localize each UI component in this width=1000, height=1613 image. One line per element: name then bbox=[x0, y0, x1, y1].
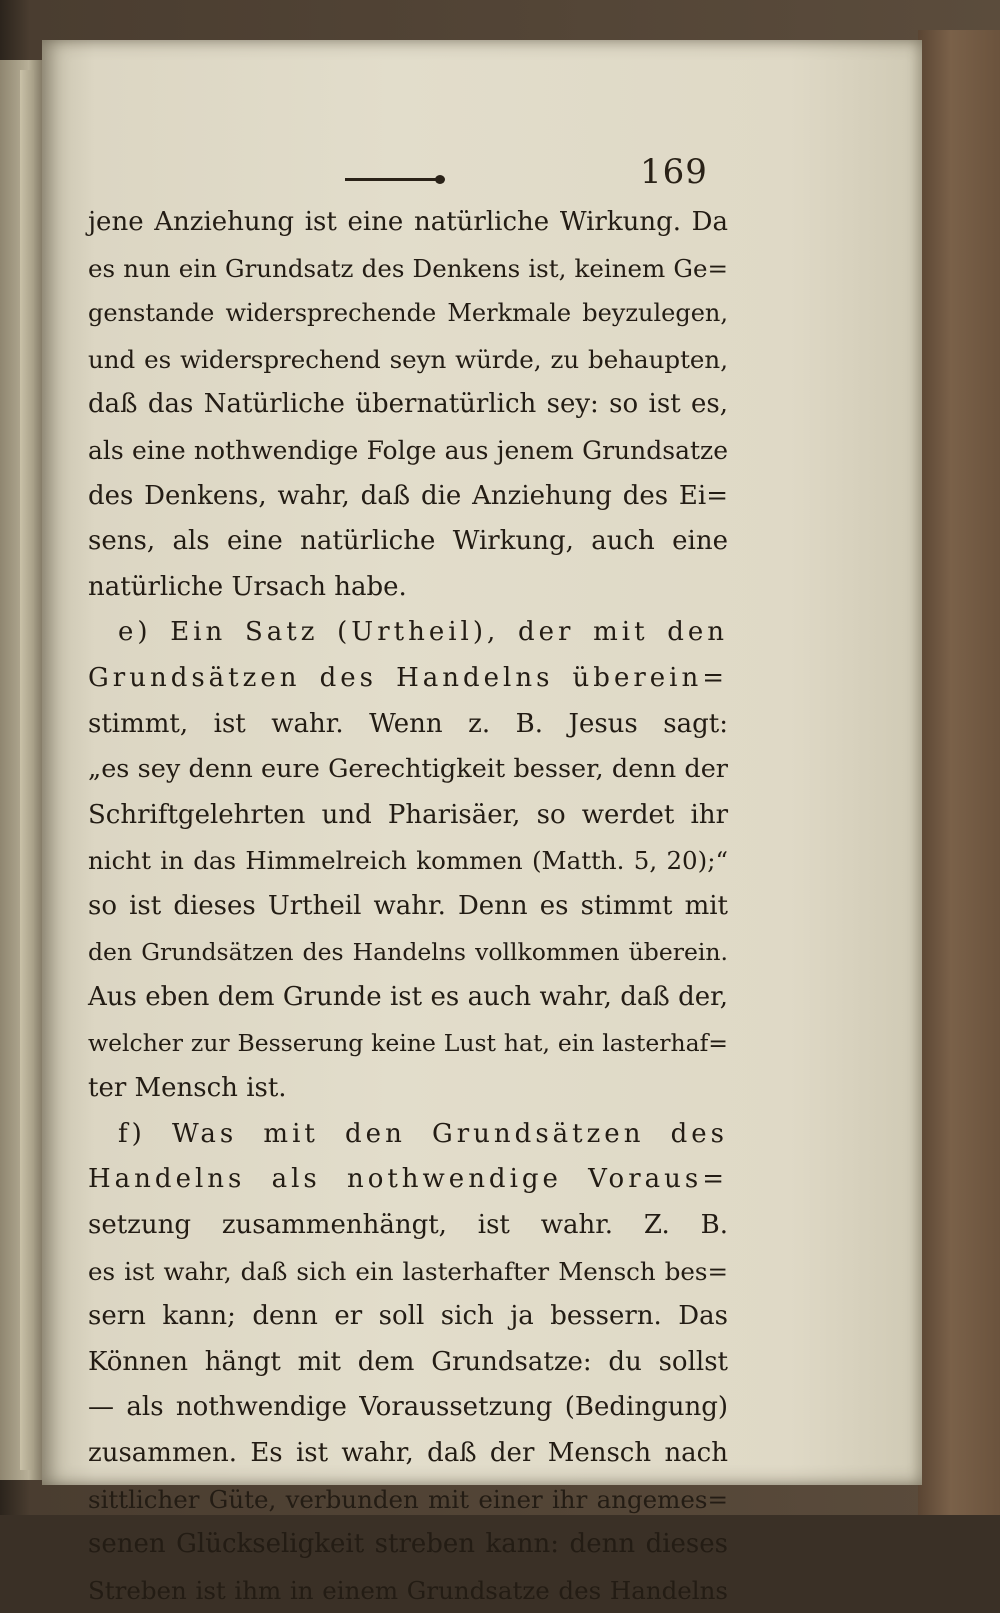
text-line: Handelns als nothwendige Voraus= bbox=[88, 1164, 728, 1195]
text-line: Schriftgelehrten und Pharisäer, so werdet ihr bbox=[88, 799, 728, 830]
text-line: zusammen. Es ist wahr, daß der Mensch nach bbox=[88, 1438, 728, 1469]
text-line: Grundsätzen des Handelns überein= bbox=[88, 662, 728, 693]
text-line: jene Anziehung ist eine natürliche Wirkung. Da bbox=[88, 207, 728, 237]
text-line: nicht in das Himmelreich kommen (Matth. 5, 20);“ bbox=[88, 846, 728, 876]
text-line: — als nothwendige Voraussetzung (Bedingung) bbox=[88, 1392, 728, 1423]
text-line: des Denkens, wahr, daß die Anziehung des Ei= bbox=[88, 480, 728, 511]
book-cover bbox=[918, 30, 1000, 1515]
text-line: sens, als eine natürliche Wirkung, auch eine bbox=[88, 526, 728, 557]
text-line: genstande widersprechende Merkmale beyzulegen, bbox=[88, 299, 728, 328]
text-line: sittlicher Güte, verbunden mit einer ihr angemes= bbox=[88, 1484, 728, 1514]
left-page-gutter bbox=[20, 70, 34, 1470]
header-ornament bbox=[345, 178, 437, 181]
text-line: stimmt, ist wahr. Wenn z. B. Jesus sagt: bbox=[88, 708, 728, 739]
text-line: und es widersprechend seyn würde, zu behaupten, bbox=[88, 344, 728, 374]
text-line: so ist dieses Urtheil wahr. Denn es stimmt mit bbox=[88, 890, 728, 921]
text-line: Aus eben dem Grunde ist es auch wahr, daß der, bbox=[88, 982, 728, 1013]
text-line: welcher zur Besserung keine Lust hat, ein lasterhaf= bbox=[88, 1028, 728, 1057]
text-line: den Grundsätzen des Handelns vollkommen überein. bbox=[88, 937, 728, 966]
text-line: es nun ein Grundsatz des Denkens ist, keinem Ge= bbox=[88, 253, 728, 283]
section-heading-e: e) Ein Satz (Urtheil), der mit den bbox=[118, 617, 728, 648]
section-heading-f: f) Was mit den Grundsätzen des bbox=[118, 1118, 728, 1149]
text-line: Können hängt mit dem Grundsatze: du sollst bbox=[88, 1346, 728, 1377]
text-line: setzung zusammenhängt, ist wahr. Z. B. bbox=[88, 1210, 728, 1241]
text-line: Streben ist ihm in einem Grundsatze des Handelns bbox=[88, 1575, 728, 1605]
text-line: daß das Natürliche übernatürlich sey: so ist es, bbox=[88, 389, 728, 420]
text-line: senen Glückseligkeit streben kann: denn dieses bbox=[88, 1529, 728, 1560]
text-line: es ist wahr, daß sich ein lasterhafter Mensch bes= bbox=[88, 1256, 728, 1286]
text-line: natürliche Ursach habe. bbox=[88, 571, 407, 602]
text-line: ter Mensch ist. bbox=[88, 1073, 287, 1104]
page-number: 169 bbox=[640, 152, 708, 192]
text-line: sern kann; denn er soll sich ja bessern. Das bbox=[88, 1301, 728, 1332]
text-line: „es sey denn eure Gerechtigkeit besser, denn der bbox=[88, 754, 728, 785]
text-line: als eine nothwendige Folge aus jenem Grundsatze bbox=[88, 435, 728, 465]
page-body-text bbox=[88, 200, 728, 1613]
